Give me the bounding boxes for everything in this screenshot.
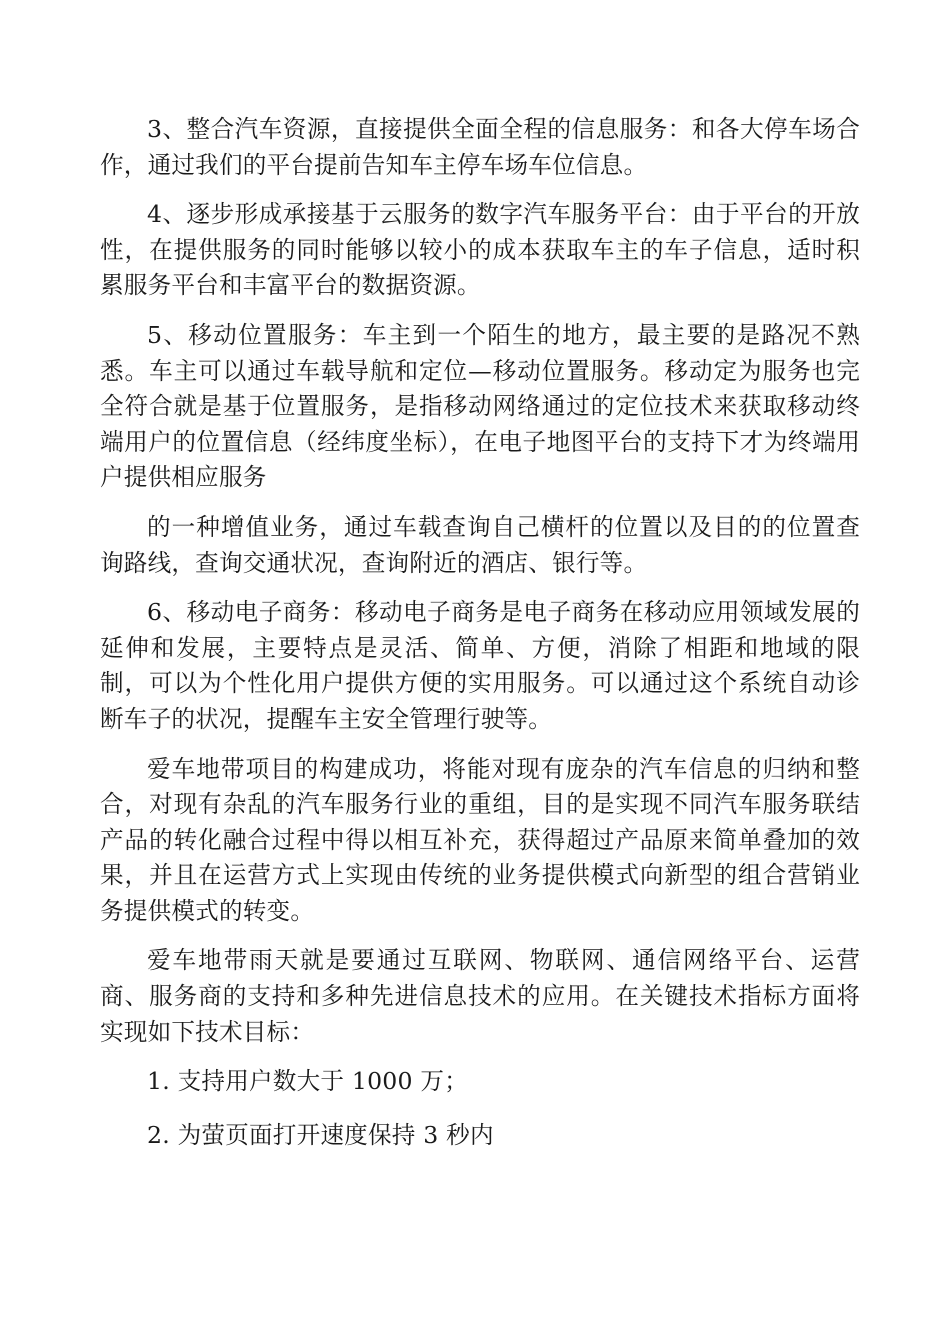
paragraph-cloud-platform: 4、逐步形成承接基于云服务的数字汽车服务平台：由于平台的开放性，在提供服务的同时能够以较小的成本获取车主的车子信息，适时积累服务平台和丰富平台的数据资源。 xyxy=(100,200,860,300)
paragraph-location-service: 5、移动位置服务：车主到一个陌生的地方，最主要的是路况不熟悉。车主可以通过车载导航和定位—移动位置服务。移动定为服务也完全符合就是基于位置服务，是指移动网络通过的定位技术来获取移动终端用户的位置信息（经纬度坐标），在电子地图平台的支持下才为终端用户提供相应服务 xyxy=(100,320,860,492)
paragraph-mobile-commerce: 6、移动电子商务：移动电子商务是电子商务在移动应用领域发展的延伸和发展，主要特点是灵活、简单、方便，消除了相距和地域的限制，可以为个性化用户提供方便的实用服务。可以通过这个系统自动诊断车子的状况，提醒车主安全管理行驶等。 xyxy=(100,598,860,733)
paragraph-parking-info: 3、整合汽车资源，直接提供全面全程的信息服务：和各大停车场合作，通过我们的平台提前告知车主停车场车位信息。 xyxy=(100,115,860,179)
paragraph-technical-goals: 爱车地带雨天就是要通过互联网、物联网、通信网络平台、运营商、服务商的支持和多种先进信息技术的应用。在关键技术指标方面将实现如下技术目标： xyxy=(100,946,860,1046)
paragraph-value-added-service: 的一种增值业务，通过车载查询自己横杆的位置以及目的的位置查询路线，查询交通状况，查询附近的酒店、银行等。 xyxy=(100,512,860,577)
paragraph-project-integration: 爱车地带项目的构建成功，将能对现有庞杂的汽车信息的归纳和整合，对现有杂乱的汽车服务行业的重组，目的是实现不同汽车服务联结产品的转化融合过程中得以相互补充，获得超过产品原来简单叠加的效果，并且在运营方式上实现由传统的业务提供模式向新型的组合营销业务提供模式的转变。 xyxy=(100,754,860,925)
list-item-user-capacity: 1. 支持用户数大于 1000 万； xyxy=(147,1067,468,1096)
document-body xyxy=(100,112,860,1171)
list-item-page-speed: 2. 为萤页面打开速度保持 3 秒内 xyxy=(147,1120,494,1149)
